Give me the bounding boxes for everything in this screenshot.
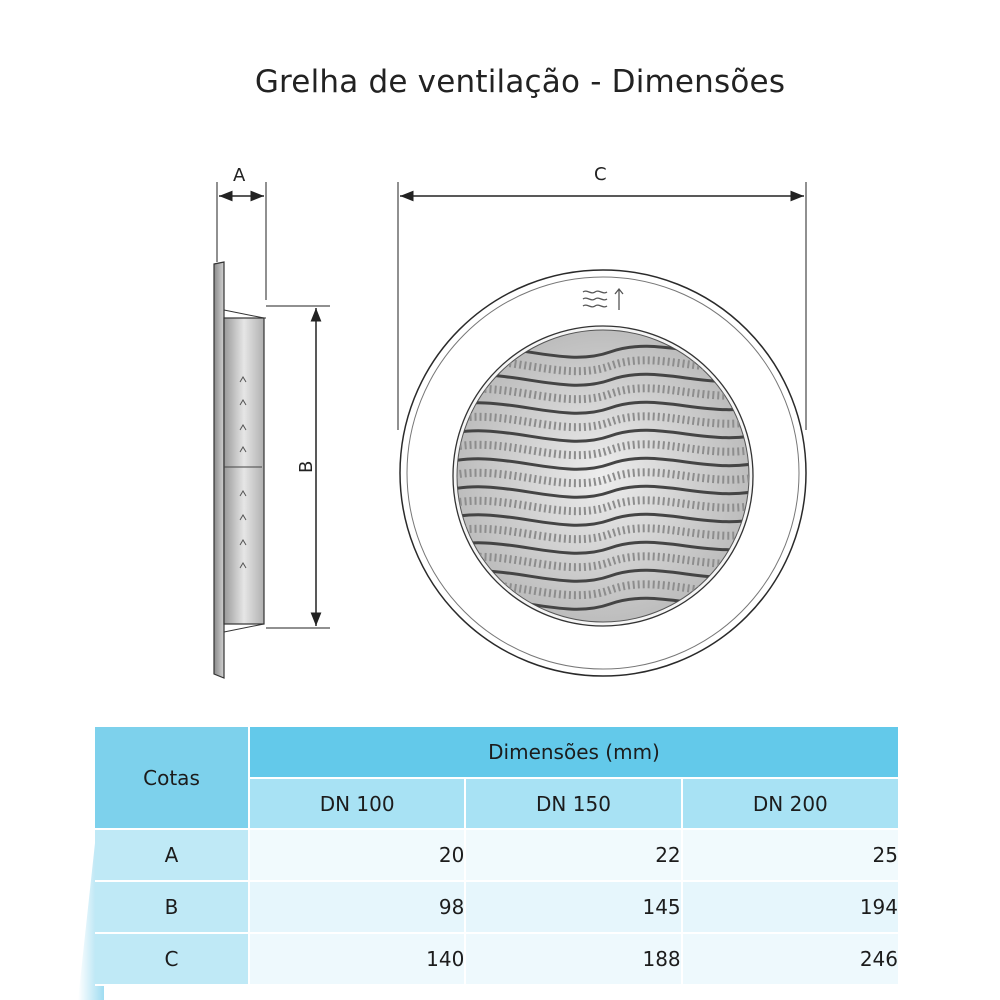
table-header-dimensions: Dimensões (mm) [249, 727, 898, 778]
cell-value: 20 [249, 829, 465, 881]
cell-value: 22 [465, 829, 681, 881]
row-label-b: B [95, 881, 249, 933]
table-header-cotas: Cotas [95, 727, 249, 829]
cell-value: 188 [465, 933, 681, 985]
side-view [214, 165, 330, 678]
cell-value: 145 [465, 881, 681, 933]
flange [214, 262, 224, 678]
column-header-dn150: DN 150 [465, 778, 681, 829]
row-label-a: A [95, 829, 249, 881]
cell-value: 140 [249, 933, 465, 985]
cell-value: 25 [682, 829, 898, 881]
dimension-b-label: B [296, 460, 317, 473]
page-title: Grelha de ventilação - Dimensões [254, 64, 786, 100]
dimension-c-label: C [594, 164, 607, 185]
dimensions-table [95, 727, 898, 986]
cell-value: 194 [682, 881, 898, 933]
table-row [95, 933, 898, 985]
cell-value: 246 [682, 933, 898, 985]
sleeve [224, 318, 264, 624]
front-view [398, 164, 806, 676]
column-header-dn200: DN 200 [682, 778, 898, 829]
cell-value: 98 [249, 881, 465, 933]
table-row [95, 881, 898, 933]
column-header-dn100: DN 100 [249, 778, 465, 829]
row-label-c: C [95, 933, 249, 985]
dimension-a-label: A [233, 165, 246, 186]
table-row [95, 829, 898, 881]
